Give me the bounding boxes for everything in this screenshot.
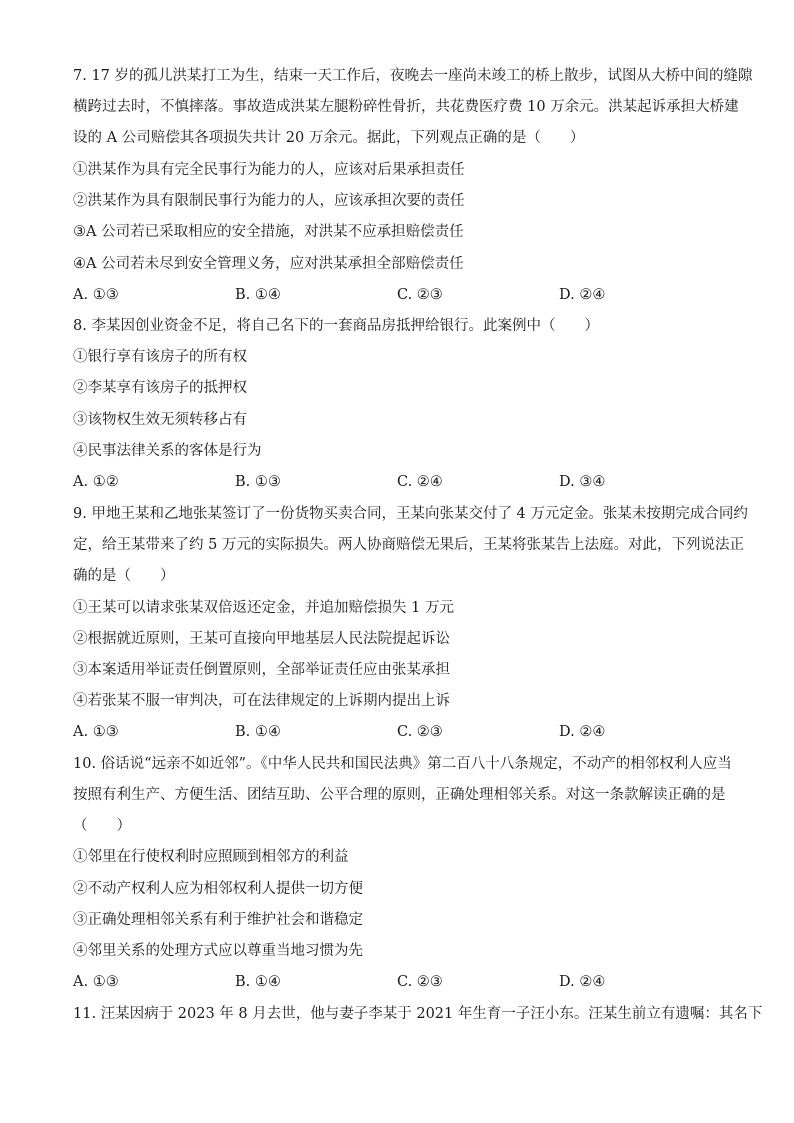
choice-a: A. ①③ bbox=[73, 287, 119, 303]
choice-b: B. ①④ bbox=[235, 287, 281, 303]
statement-option: ③该物权生效无须转移占有 bbox=[73, 412, 247, 428]
statement-option: ①洪某作为具有完全民事行为能力的人，应该对后果承担责任 bbox=[73, 162, 465, 178]
statement-option: ④A 公司若未尽到安全管理义务，应对洪某承担全部赔偿责任 bbox=[73, 256, 464, 272]
answer-choices bbox=[73, 285, 733, 305]
question-stem-line: 定，给王某带来了约 5 万元的实际损失。两人协商赔偿无果后，王某将张某告上法庭。对此，下列说法正 bbox=[73, 537, 744, 553]
choice-a: A. ①③ bbox=[73, 974, 119, 990]
choice-d: D. ②④ bbox=[559, 974, 606, 990]
question-stem-line: 设的 A 公司赔偿其各项损失共计 20 万余元。据此，下列观点正确的是（ ） bbox=[73, 130, 585, 146]
question-stem-line: 9. 甲地王某和乙地张某签订了一份货物买卖合同，王某向张某交付了 4 万元定金。张某未按期完成合同约 bbox=[73, 506, 748, 522]
choice-c: C. ②④ bbox=[397, 474, 443, 490]
question-stem-line: 确的是（ ） bbox=[73, 568, 175, 584]
question-stem-line: 横跨过去时，不慎摔落。事故造成洪某左腿粉碎性骨折，共花费医疗费 10 万余元。洪某起诉承担大桥建 bbox=[73, 99, 739, 115]
question-stem-line: 10. 俗话说“远亲不如近邻”。《中华人民共和国民法典》第二百八十八条规定，不动产的相邻权利人应当 bbox=[73, 756, 732, 772]
choice-a: A. ①② bbox=[73, 474, 119, 490]
choice-d: D. ②④ bbox=[559, 287, 606, 303]
choice-b: B. ①③ bbox=[235, 474, 281, 490]
statement-option: ②根据就近原则，王某可直接向甲地基层人民法院提起诉讼 bbox=[73, 631, 450, 647]
statement-option: ②不动产权利人应为相邻权利人提供一切方便 bbox=[73, 881, 363, 897]
question-stem-line: 按照有利生产、方便生活、团结互助、公平合理的原则，正确处理相邻关系。对这一条款解读正确的是 bbox=[73, 787, 726, 803]
statement-option: ②洪某作为具有限制民事行为能力的人，应该承担次要的责任 bbox=[73, 193, 465, 209]
choice-c: C. ②③ bbox=[397, 724, 443, 740]
question-stem-line: 7. 17 岁的孤儿洪某打工为生，结束一天工作后，夜晚去一座尚未竣工的桥上散步，试图从大桥中间的缝隙 bbox=[73, 68, 753, 84]
choice-d: D. ②④ bbox=[559, 724, 606, 740]
statement-option: ③正确处理相邻关系有利于维护社会和谐稳定 bbox=[73, 912, 363, 928]
choice-b: B. ①④ bbox=[235, 724, 281, 740]
answer-choices bbox=[73, 972, 733, 992]
choice-d: D. ③④ bbox=[559, 474, 606, 490]
statement-option: ①王某可以请求张某双倍返还定金，并追加赔偿损失 1 万元 bbox=[73, 600, 454, 616]
choice-c: C. ②③ bbox=[397, 974, 443, 990]
statement-option: ②李某享有该房子的抵押权 bbox=[73, 380, 247, 396]
statement-option: ④邻里关系的处理方式应以尊重当地习惯为先 bbox=[73, 943, 363, 959]
choice-c: C. ②③ bbox=[397, 287, 443, 303]
question-stem-line: （ ） bbox=[73, 818, 131, 834]
statement-option: ④若张某不服一审判决，可在法律规定的上诉期内提出上诉 bbox=[73, 693, 450, 709]
statement-option: ④民事法律关系的客体是行为 bbox=[73, 443, 262, 459]
statement-option: ①邻里在行使权利时应照顾到相邻方的利益 bbox=[73, 849, 349, 865]
answer-choices bbox=[73, 722, 733, 742]
statement-option: ③本案适用举证责任倒置原则，全部举证责任应由张某承担 bbox=[73, 662, 450, 678]
choice-b: B. ①④ bbox=[235, 974, 281, 990]
question-stem-line: 11. 汪某因病于 2023 年 8 月去世，他与妻子李某于 2021 年生育一子汪小东。汪某生前立有遗嘱：其名下 bbox=[73, 1006, 763, 1022]
statement-option: ③A 公司若已采取相应的安全措施，对洪某不应承担赔偿责任 bbox=[73, 224, 464, 240]
statement-option: ①银行享有该房子的所有权 bbox=[73, 349, 247, 365]
choice-a: A. ①③ bbox=[73, 724, 119, 740]
question-stem-line: 8. 李某因创业资金不足，将自己名下的一套商品房抵押给银行。此案例中（ ） bbox=[73, 318, 599, 334]
answer-choices bbox=[73, 472, 733, 492]
